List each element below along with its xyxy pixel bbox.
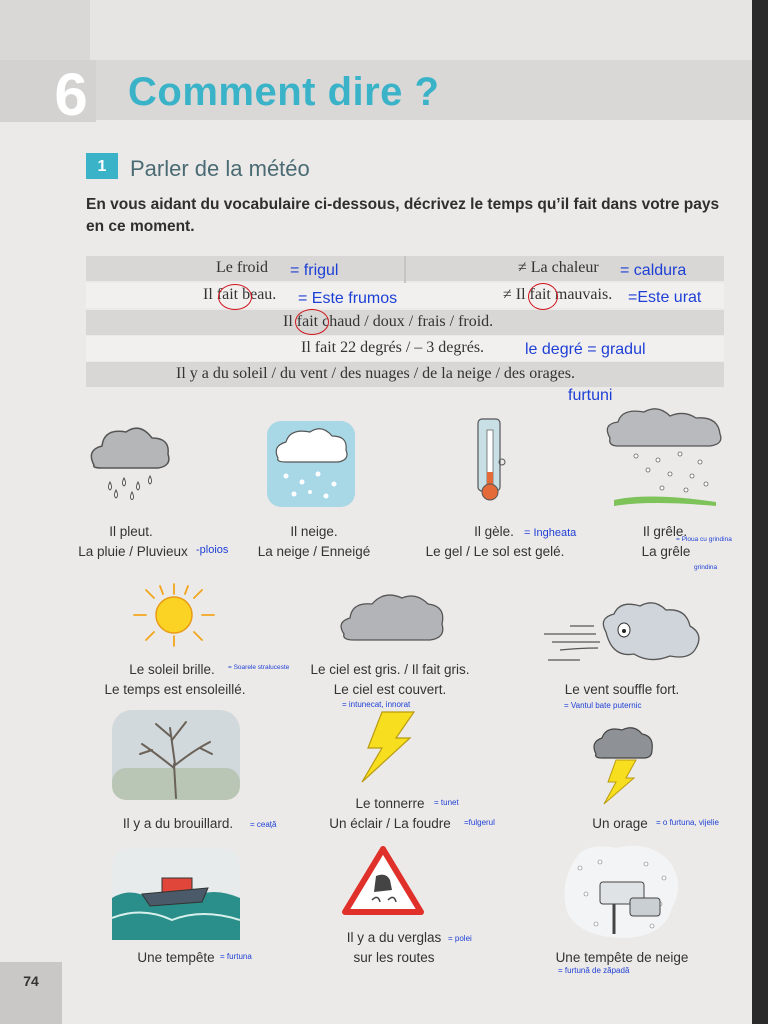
caption-rain-2: La pluie / Pluvieux [78, 544, 188, 559]
caption-storm: Un orage [592, 816, 648, 831]
note-furtuna-vijelie: = o furtuna, vijelie [656, 818, 719, 827]
note-furtuna: = furtuna [220, 952, 252, 961]
note-este-urat: =Este urat [628, 289, 702, 306]
caption-cloud-1: Le ciel est gris. / Il fait gris. [310, 662, 470, 677]
caption-ice-1: Il gèle. [474, 524, 514, 539]
hail-illustration [600, 404, 728, 512]
snowstorm-illustration [556, 838, 686, 942]
vocab-degrees: Il fait 22 degrés / – 3 degrés. [301, 339, 485, 356]
caption-blackice-2: sur les routes [353, 950, 435, 965]
grey-cloud-icon [336, 588, 448, 646]
road-warning-sign-icon [342, 846, 424, 916]
circle-mark [528, 283, 558, 310]
vocab-nice-weather: Il fait beau. [203, 286, 277, 303]
caption-snow-1: Il neige. [290, 524, 338, 539]
page-edge-shadow [752, 0, 768, 1024]
note-grindina: grindina [694, 564, 718, 571]
circle-mark [218, 284, 252, 310]
caption-rain-1: Il pleut. [109, 524, 153, 539]
chapter-number: 6 [54, 61, 88, 128]
note-polei: = polei [448, 934, 472, 943]
note-caldura: = caldura [620, 262, 687, 279]
note-ploios: -ploios [196, 544, 229, 556]
wind-illustration [540, 598, 706, 668]
fog-illustration [112, 706, 242, 802]
note-furtuni: furtuni [568, 387, 613, 404]
page-number: 74 [0, 962, 62, 1024]
note-ceata: = ceață [250, 820, 277, 829]
caption-tempest: Une tempête [137, 950, 215, 965]
caption-sun-2: Le temps est ensoleillé. [104, 682, 246, 697]
tempest-illustration [112, 848, 240, 940]
note-intunecat: = intunecat, innorat [342, 700, 411, 709]
note-gradul: le degré = gradul [525, 341, 646, 358]
chapter-title: Comment dire ? [128, 70, 440, 114]
caption-snow-2: La neige / Enneigé [257, 544, 371, 559]
thermometer-icon [472, 416, 512, 508]
circle-mark [295, 309, 329, 335]
caption-thunder-1: Le tonnerre [355, 796, 425, 811]
caption-cloud-2: Le ciel est couvert. [333, 682, 447, 697]
rain-illustration [84, 420, 174, 500]
caption-wind-1: Le vent souffle fort. [564, 682, 680, 697]
note-ploua-grindina: = Ploua cu grindina [676, 536, 732, 543]
note-tunet: = tunet [434, 798, 459, 807]
vocab-cold: Le froid [216, 259, 268, 276]
exercise-instruction: En vous aidant du vocabulaire ci-dessous, décrivez le temps qu’il fait dans votre pays en ce moment. [86, 196, 720, 235]
sun-icon [126, 582, 222, 648]
note-fulgerul: =fulgerul [464, 818, 495, 827]
note-vantul: = Vantul bate puternic [564, 701, 642, 710]
caption-hail-2: La grêle [641, 544, 691, 559]
note-ingheata: = Ingheata [524, 527, 577, 539]
vocab-heat: ≠ La chaleur [518, 259, 599, 276]
note-este-frumos: = Este frumos [298, 290, 398, 307]
caption-blackice-1: Il y a du verglas [346, 930, 442, 945]
caption-ice-2: Le gel / Le sol est gelé. [425, 544, 565, 559]
thunderstorm-icon [590, 724, 656, 808]
note-soarele: = Soarele straluceste [228, 664, 290, 671]
caption-fog: Il y a du brouillard. [122, 816, 234, 831]
lightning-bolt-icon [356, 708, 420, 786]
note-frigul: = frigul [290, 262, 339, 279]
caption-thunder-2: Un éclair / La foudre [329, 816, 451, 831]
vocab-bad-weather: ≠ Il fait mauvais. [503, 286, 613, 303]
vocab-there-is: Il y a du soleil / du vent / des nuages / de la neige / des orages. [176, 365, 576, 382]
header-strip [90, 0, 768, 60]
snow-illustration [266, 420, 356, 508]
caption-snowstorm: Une tempête de neige [555, 950, 689, 965]
vocab-temperature: Il fait chaud / doux / frais / froid. [283, 313, 494, 330]
caption-sun-1: Le soleil brille. [129, 662, 215, 677]
caption-hail-1: Il grêle. [642, 524, 688, 539]
note-furtuna-zapada: = furtună de zăpadă [558, 966, 630, 975]
section-title: Parler de la météo [130, 156, 310, 181]
section-number-badge: 1 [86, 153, 118, 179]
